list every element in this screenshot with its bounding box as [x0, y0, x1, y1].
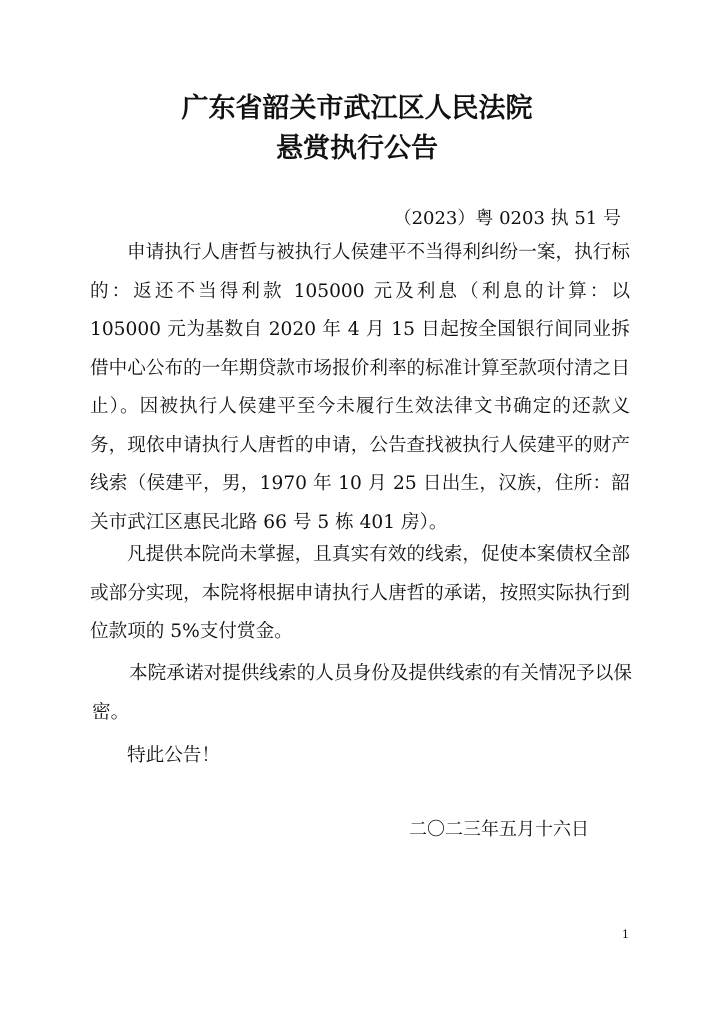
paragraph-closing: 特此公告！	[127, 745, 220, 766]
paragraph-reward: 凡提供本院尚未掌握，且真实有效的线索，促使本案债权全部或部分实现，本院将根据申请执行人唐哲的承诺，按照实际执行到位款项的 5%支付赏金。	[90, 544, 630, 642]
court-name-title: 广东省韶关市武江区人民法院	[181, 93, 533, 124]
case-number: （2023）粤 0203 执 51 号	[393, 208, 621, 229]
notice-date: 二〇二三年五月十六日	[409, 819, 589, 840]
page-number: 1	[622, 928, 629, 941]
notice-title: 悬赏执行公告	[276, 133, 438, 164]
paragraph-confidentiality: 本院承诺对提供线索的人员身份及提供线索的有关情况予以保密。	[92, 663, 632, 723]
paragraph-case-details: 申请执行人唐哲与被执行人侯建平不当得利纠纷一案，执行标的：返还不当得利款 105000 元及利息（利息的计算：以 105000 元为基数自 2020 年 4 月 15 日起按全国银行间同业拆借中心公布的一年期贷款市场报价利率的标准计算至款项付清之日止）。因被执行人侯建平至今未履行生效法律文书确定的还款义务，现依申请执行人唐哲的申请，公告查找被执行人侯建平的财产线索（侯建平，男，1970 年 10 月 25 日出生，汉族，住所：韶关市武江区惠民北路 66 号 5 栋 401 房）。	[90, 242, 630, 533]
